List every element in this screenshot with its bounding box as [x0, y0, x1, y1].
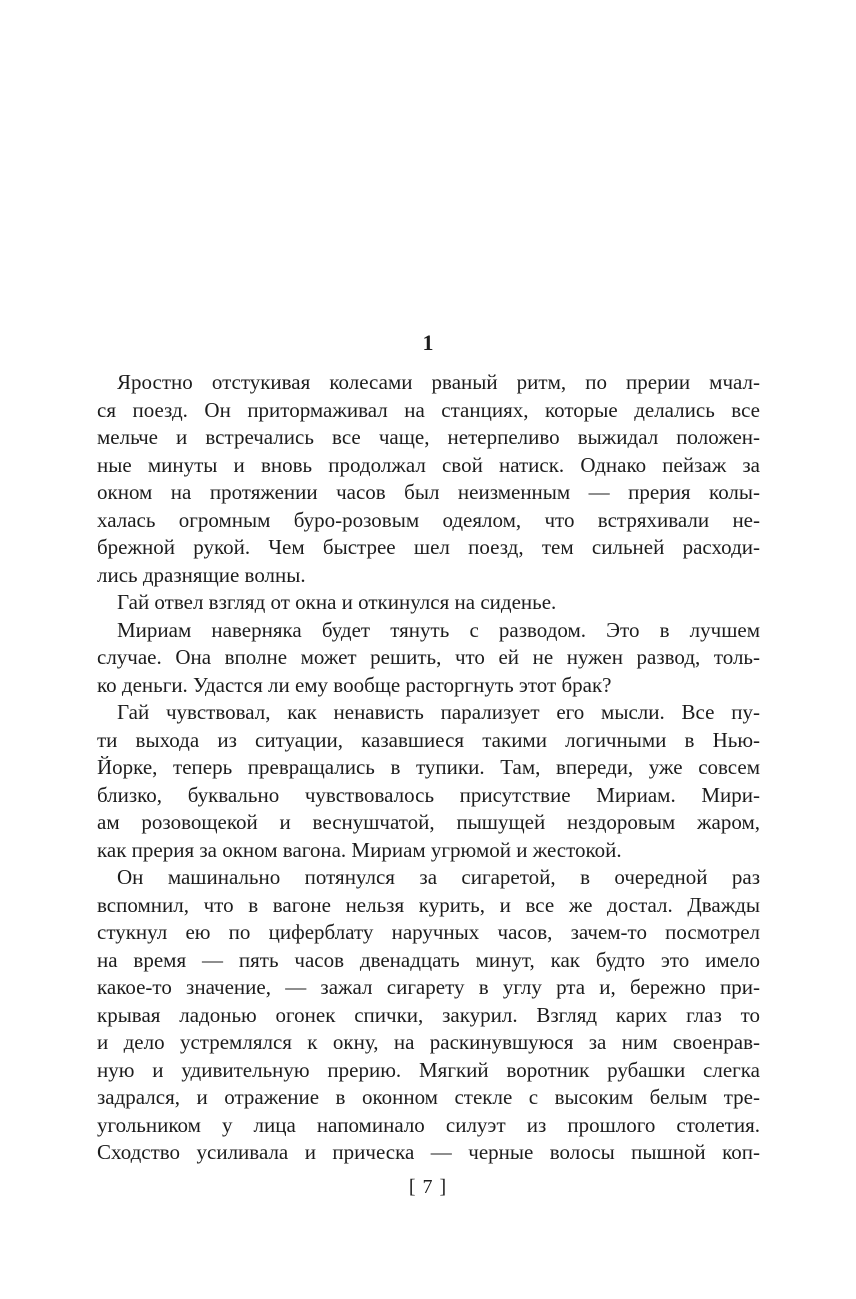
- text-line: ную и удивительную прерию. Мягкий воротник рубашки слегка: [97, 1057, 760, 1082]
- chapter-number: 1: [422, 330, 434, 355]
- text-line: угольником у лица напоминало силуэт из прошлого столетия.: [97, 1112, 760, 1137]
- text-line: Мириам наверняка будет тянуть с разводом. Это в лучшем: [117, 617, 760, 642]
- text-line: ко деньги. Удастся ли ему вообще расторгнуть этот брак?: [97, 672, 612, 697]
- text-line: ти выхода из ситуации, казавшиеся такими логичными в Нью-: [97, 727, 760, 752]
- text-line: Йорке, теперь превращались в тупики. Там, впереди, уже совсем: [97, 755, 760, 779]
- body-text: [97, 369, 760, 1167]
- text-line: стукнул ею по циферблату наручных часов, зачем-то посмотрел: [97, 920, 760, 944]
- text-line: Гай отвел взгляд от окна и откинулся на сиденье.: [117, 590, 557, 614]
- paragraph: [97, 617, 760, 700]
- text-line: ные минуты и вновь продолжал свой натиск. Однако пейзаж за: [97, 452, 760, 477]
- text-line: крывая ладонью огонек спички, закурил. Взгляд карих глаз то: [97, 1002, 760, 1027]
- text-line: случае. Она вполне может решить, что ей не нужен развод, толь-: [97, 645, 760, 669]
- text-line: и дело устремлялся к окну, на раскинувшуюся за ним своенрав-: [97, 1030, 760, 1054]
- text-line: окном на протяжении часов был неизменным — прерия колы-: [97, 480, 760, 504]
- text-line: ся поезд. Он притормаживал на станциях, которые делались все: [97, 397, 760, 422]
- text-line: близко, буквально чувствовалось присутствие Мириам. Мири-: [97, 782, 760, 807]
- paragraph: [97, 369, 760, 589]
- text-line: ам розовощекой и веснушчатой, пышущей нездоровым жаром,: [97, 810, 760, 834]
- paragraph: [97, 699, 760, 864]
- text-line: Сходство усиливала и прическа — черные волосы пышной коп-: [97, 1140, 760, 1164]
- text-line: на время — пять часов двенадцать минут, как будто это имело: [97, 947, 760, 972]
- text-line: брежной рукой. Чем быстрее шел поезд, тем сильней расходи-: [97, 535, 760, 559]
- text-line: как прерия за окном вагона. Мириам угрюмой и жестокой.: [97, 837, 622, 862]
- text-line: какое-то значение, — зажал сигарету в углу рта и, бережно при-: [97, 975, 760, 999]
- paragraph: [97, 589, 760, 617]
- text-line: Он машинально потянулся за сигаретой, в очередной раз: [117, 865, 760, 889]
- text-line: вспомнил, что в вагоне нельзя курить, и все же достал. Дважды: [97, 892, 760, 917]
- text-line: мельче и встречались все чаще, нетерпеливо выжидал положен-: [97, 425, 760, 449]
- text-line: задрался, и отражение в оконном стекле с высоким белым тре-: [97, 1085, 760, 1109]
- text-line: халась огромным буро-розовым одеялом, что встряхивали не-: [97, 507, 760, 532]
- paragraph: [97, 864, 760, 1167]
- text-line: лись дразнящие волны.: [97, 562, 306, 587]
- text-line: Яростно отстукивая колесами рваный ритм, по прерии мчал-: [117, 370, 760, 394]
- page-number: [ 7 ]: [408, 1176, 448, 1198]
- text-line: Гай чувствовал, как ненависть парализует его мысли. Все пу-: [117, 700, 760, 724]
